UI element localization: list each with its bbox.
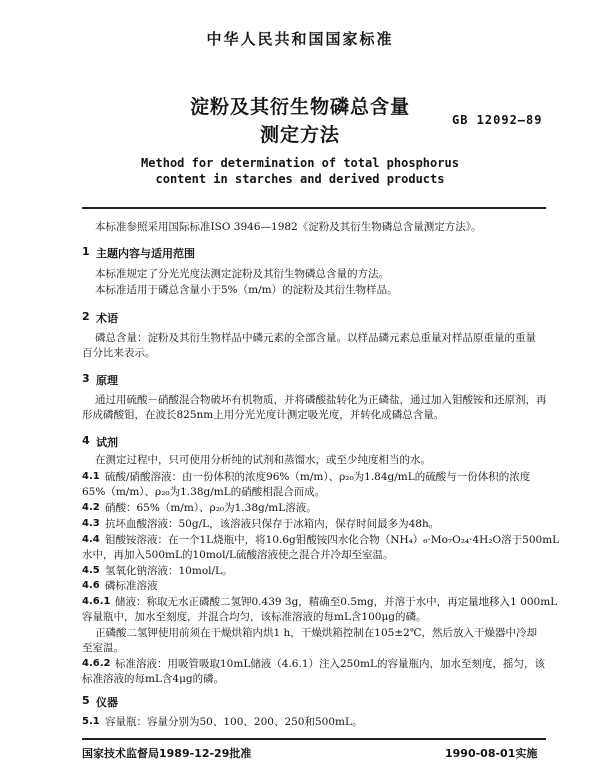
section-2-paragraph-1: 磷总含量：淀粉及其衍生物样品中磷元素的全部含量。以样品磷元素总重量对样品原重量的重量 bbox=[95, 332, 536, 344]
national-standard-header: 中华人民共和国国家标准 bbox=[206, 30, 394, 48]
section-4-intro: 在测定过程中，只可使用分析纯的试剂和蒸馏水，或至少纯度相当的水。 bbox=[95, 454, 431, 466]
section-4-number: 4 bbox=[82, 434, 90, 447]
clause-4-2-text: 硝酸：65%（m/m）、ρ₂₀为1.38g/mL溶液。 bbox=[105, 502, 317, 514]
section-1-number: 1 bbox=[82, 245, 90, 258]
clause-5-1-text: 容量瓶：容量分别为50、100、200、250和500mL。 bbox=[105, 716, 363, 728]
clause-4-4-number: 4.4 bbox=[82, 534, 100, 545]
title-english-line1: Method for determination of total phosphorus bbox=[141, 156, 459, 170]
section-1-paragraph-2: 本标准适用于磷总含量小于5%（m/m）的淀粉及其衍生物样品。 bbox=[95, 284, 398, 296]
clause-4-6-2-text-b: 标准溶液的每mL含4μg的磷。 bbox=[82, 673, 225, 685]
footer-rule bbox=[82, 738, 546, 740]
clause-4-6-1-text-b: 容量瓶中，加水至刻度，并混合均匀，该标准溶液的每mL含100μg的磷。 bbox=[82, 611, 427, 623]
clause-4-6-text: 磷标准溶液 bbox=[105, 580, 158, 592]
section-4-title: 试剂 bbox=[96, 436, 118, 449]
intro-paragraph: 本标准参照采用国际标准ISO 3946—1982《淀粉及其衍生物磷总含量测定方法》。 bbox=[95, 221, 482, 233]
section-3-paragraph-1: 通过用硫酸－硝酸混合物破坏有机物质，并将磷酸盐转化为正磷盐，通过加入钼酸铵和还原剂，再 bbox=[95, 394, 547, 406]
clause-4-6-1-number: 4.6.1 bbox=[82, 596, 111, 607]
section-1-title: 主题内容与适用范围 bbox=[96, 247, 195, 260]
clause-4-6-1-text-c: 正磷酸二氢钾使用前须在干燥烘箱内烘1 h，干燥烘箱控制在105±2℃，然后放入干燥器中冷却 bbox=[95, 627, 538, 639]
clause-4-1-text-b: 65%（m/m）、ρ₂₀为1.38g/mL的硝酸相混合而成。 bbox=[82, 486, 326, 498]
section-1-paragraph-1: 本标准规定了分光光度法测定淀粉及其衍生物磷总含量的方法。 bbox=[95, 268, 389, 280]
standard-number: GB 12092—89 bbox=[452, 113, 543, 127]
clause-4-6-2-text-a: 标准溶液：用吸管吸取10mL储液（4.6.1）注入250mL的容量瓶内，加水至刻度，摇匀，该 bbox=[115, 658, 545, 670]
section-5-title: 仪器 bbox=[96, 696, 118, 709]
clause-4-6-2-number: 4.6.2 bbox=[82, 658, 111, 669]
clause-4-3-text: 抗坏血酸溶液：50g/L，该溶液只保存于冰箱内，保存时间最多为48h。 bbox=[105, 518, 440, 530]
section-3-paragraph-2: 形成磷酸钼，在波长825nm上用分光光度计测定吸光度，并转化成磷总含量。 bbox=[82, 409, 445, 421]
section-2-title: 术语 bbox=[96, 312, 118, 325]
clause-4-1-number: 4.1 bbox=[82, 471, 100, 482]
clause-4-4-text-a: 钼酸铵溶液：在一个1L烧瓶中，将10.6g钼酸铵四水化合物（NH₄）₆·Mo₇O₂₄·4H₂O溶于500mL bbox=[105, 534, 560, 546]
implementation-date: 1990-08-01实施 bbox=[445, 747, 538, 760]
approval-date: 国家技术监督局1989-12-29批准 bbox=[82, 747, 252, 760]
section-5-number: 5 bbox=[82, 694, 90, 707]
section-2-paragraph-2: 百分比来表示。 bbox=[82, 347, 156, 359]
title-english-line2: content in starches and derived products bbox=[155, 172, 445, 186]
clause-4-3-number: 4.3 bbox=[82, 518, 100, 529]
clause-4-2-number: 4.2 bbox=[82, 502, 100, 513]
title-chinese-line2: 测定方法 bbox=[259, 124, 340, 146]
header-rule bbox=[82, 207, 546, 209]
section-3-title: 原理 bbox=[96, 374, 118, 387]
clause-4-4-text-b: 水中，再加入500mL的10mol/L硫酸溶液使之混合并冷却至室温。 bbox=[82, 549, 394, 561]
clause-4-1-text-a: 硫酸/硝酸溶液：由一份体积的浓度96%（m/m）、ρ₂₀为1.84g/mL的硫酸与一份体积的浓度 bbox=[105, 471, 531, 483]
clause-5-1-number: 5.1 bbox=[82, 716, 100, 727]
clause-4-6-number: 4.6 bbox=[82, 580, 100, 591]
clause-4-5-text: 氢氧化钠溶液：10mol/L。 bbox=[105, 565, 233, 577]
clause-4-6-1-text-a: 储液：称取无水正磷酸二氢钾0.439 3g，精确至0.5mg，并溶于水中，再定量地移入1 000mL bbox=[115, 596, 558, 608]
section-2-number: 2 bbox=[82, 310, 90, 323]
title-chinese-line1: 淀粉及其衍生物磷总含量 bbox=[189, 96, 410, 118]
clause-4-6-1-text-d: 至室温。 bbox=[82, 642, 124, 654]
section-3-number: 3 bbox=[82, 372, 90, 385]
clause-4-5-number: 4.5 bbox=[82, 565, 100, 576]
